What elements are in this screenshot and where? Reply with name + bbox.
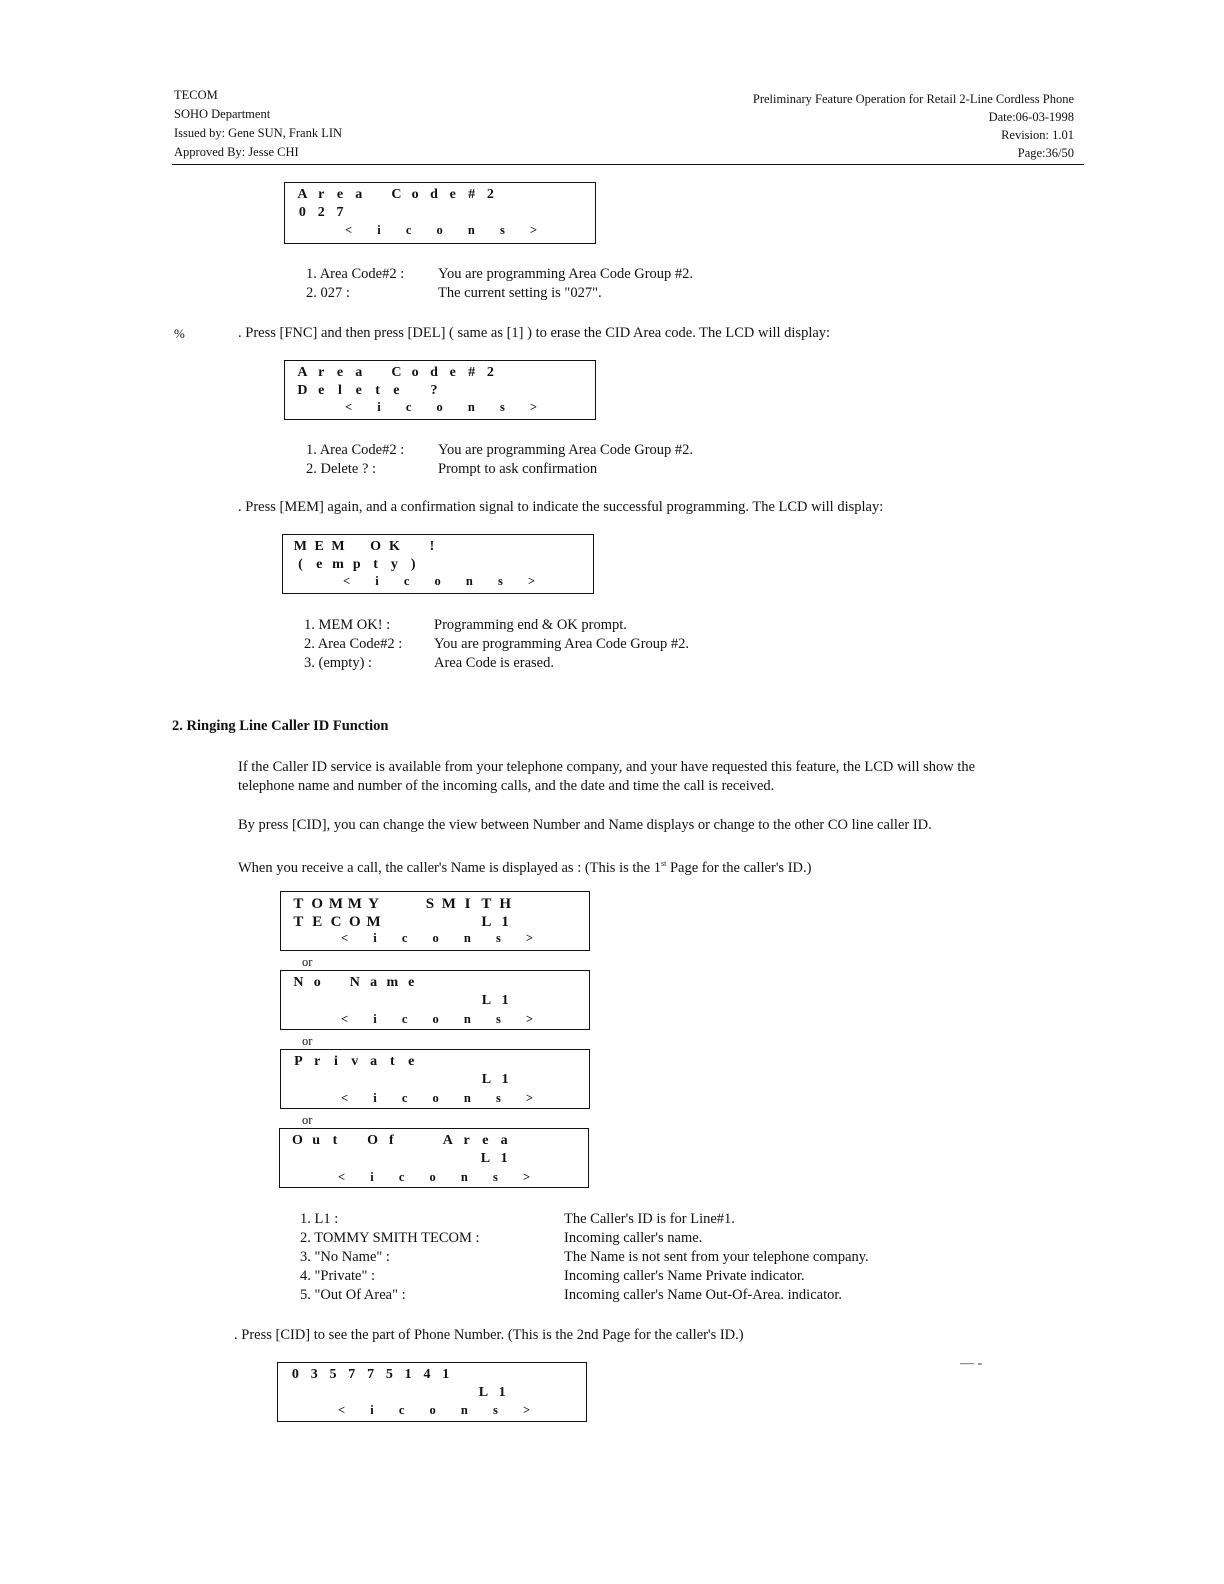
lcd-row-2	[289, 992, 515, 1010]
lcd-private	[280, 1049, 590, 1109]
lcd-delete-prompt	[284, 360, 596, 420]
lcd-row-2	[289, 1071, 515, 1089]
lcd-caller-name	[280, 891, 590, 951]
lcd-icons-label: < i c o n s >	[341, 1091, 545, 1105]
lcd-char: l	[338, 383, 342, 398]
definition-text: Programming end & OK prompt.	[434, 617, 627, 633]
lcd-row-2	[288, 1150, 514, 1168]
lcd-char	[439, 992, 458, 1010]
lcd-char: o	[313, 975, 321, 990]
lcd-char: r	[314, 1054, 321, 1069]
lcd-char: O	[370, 539, 382, 554]
lcd-char	[364, 1071, 383, 1089]
header-rule	[172, 164, 1084, 165]
para-cid-name-a: When you receive a call, the caller's Name is displayed as : (This is the 1	[238, 859, 661, 876]
lcd-char: M	[366, 914, 381, 930]
lcd-icons-label: < i c o n s >	[345, 223, 549, 237]
or-label: or	[302, 955, 313, 969]
lcd-icons-label: < i c o n s >	[341, 931, 545, 945]
para-cid-name-b: Page for the caller's ID.)	[666, 859, 812, 876]
margin-mark: %	[174, 326, 185, 341]
lcd-char: f	[389, 1133, 394, 1148]
lcd-char	[404, 538, 423, 556]
definition-text: The Name is not sent from your telephone company.	[564, 1249, 869, 1265]
lcd-char: L	[481, 914, 492, 930]
lcd-char: r	[318, 187, 325, 202]
lcd-char	[361, 1384, 380, 1402]
lcd-char: M	[441, 896, 456, 912]
lcd-char	[458, 913, 477, 931]
lcd-char	[418, 1384, 437, 1402]
definition-text: The current setting is "027".	[438, 285, 602, 301]
lcd-char: t	[375, 383, 380, 398]
lcd-char: M	[331, 539, 345, 554]
lcd-char: T	[481, 896, 492, 912]
lcd-char: )	[410, 557, 416, 572]
lcd-char: A	[297, 187, 308, 202]
lcd-char	[326, 1150, 345, 1168]
lcd-char	[458, 1071, 477, 1089]
lcd-char	[383, 913, 402, 931]
para-press-del: . Press [FNC] and then press [DEL] ( same as [1] ) to erase the CID Area code. The LCD will display:	[238, 325, 831, 341]
lcd-char: 2	[486, 187, 494, 202]
lcd-char: 5	[385, 1367, 393, 1382]
lcd-char	[286, 1384, 305, 1402]
lcd-row-1	[293, 364, 500, 382]
para-cid-intro-2: telephone name and number of the incoming calls, and the date and time the call is received.	[238, 778, 775, 794]
lcd-char: M	[328, 896, 344, 912]
lcd-char: L	[478, 1385, 489, 1400]
definition-term: 1. Area Code#2 :	[306, 266, 405, 282]
definition-term: 2. Delete ? :	[306, 461, 377, 477]
lcd-char: M	[347, 896, 362, 912]
lcd-char: 0	[298, 205, 306, 220]
lcd-char	[288, 1150, 307, 1168]
lcd-char	[289, 1071, 308, 1089]
lcd-icons-label: < i c o n s >	[341, 1012, 545, 1026]
lcd-char: e	[408, 975, 415, 990]
lcd-char: 7	[336, 205, 344, 220]
lcd-char	[455, 1384, 474, 1402]
lcd-char	[344, 1150, 363, 1168]
lcd-char	[347, 538, 366, 556]
para-press-mem: . Press [MEM] again, and a confirmation signal to indicate the successful programming. The LCD will display:	[238, 499, 884, 515]
lcd-char: I	[464, 896, 471, 912]
lcd-char: N	[293, 975, 304, 990]
lcd-char: o	[411, 187, 419, 202]
lcd-char: e	[449, 187, 456, 202]
doc-date: Date:06-03-1998	[988, 110, 1074, 124]
company-name: TECOM	[174, 88, 218, 102]
lcd-char: T	[293, 914, 304, 930]
lcd-char: E	[312, 914, 323, 930]
definition-term: 5. "Out Of Area" :	[300, 1287, 406, 1303]
lcd-icons-label: < i c o n s >	[338, 1170, 542, 1184]
lcd-row-1	[289, 974, 421, 992]
lcd-row-2	[286, 1384, 512, 1402]
lcd-char: e	[336, 187, 344, 202]
lcd-char: 1	[501, 1072, 509, 1087]
lcd-char	[383, 1071, 402, 1089]
lcd-char: d	[430, 187, 438, 202]
lcd-char	[401, 1150, 420, 1168]
definition-text: You are programming Area Code Group #2.	[434, 636, 690, 652]
lcd-char: e	[408, 1054, 415, 1069]
definition-text: Incoming caller's Name Private indicator.	[564, 1268, 805, 1284]
section-title: 2. Ringing Line Caller ID Function	[172, 718, 389, 734]
lcd-char: 7	[348, 1367, 356, 1382]
lcd-char	[307, 1150, 326, 1168]
or-label: or	[302, 1113, 313, 1127]
lcd-char: #	[468, 187, 476, 202]
definition-term: 4. "Private" :	[300, 1268, 376, 1284]
approved-by: Approved By: Jesse CHI	[174, 145, 299, 159]
lcd-icons-label: < i c o n s >	[343, 574, 547, 588]
lcd-char: a	[355, 187, 363, 202]
lcd-row-1	[286, 1366, 455, 1384]
lcd-char	[399, 1384, 418, 1402]
lcd-char: L	[481, 993, 492, 1008]
lcd-char	[305, 1384, 324, 1402]
lcd-char	[383, 895, 402, 913]
definition-term: 3. (empty) :	[304, 655, 373, 671]
lcd-char	[345, 992, 364, 1010]
doc-revision: Revision: 1.01	[1001, 128, 1074, 142]
para-cid-press: By press [CID], you can change the view between Number and Name displays or change to the other CO line caller ID.	[238, 817, 932, 833]
lcd-char: M	[293, 539, 307, 554]
lcd-char: E	[314, 539, 324, 554]
or-label: or	[302, 1034, 313, 1048]
scan-dash: — -	[960, 1356, 983, 1371]
lcd-char	[368, 364, 387, 382]
lcd-row-1	[288, 1132, 514, 1150]
definition-text: You are programming Area Code Group #2.	[438, 266, 694, 282]
lcd-out-of-area	[279, 1128, 589, 1188]
lcd-row-1	[289, 895, 515, 913]
lcd-char	[402, 992, 421, 1010]
doc-title: Preliminary Feature Operation for Retail 2-Line Cordless Phone	[752, 92, 1074, 106]
lcd-char: 0	[291, 1367, 299, 1382]
definition-term: 2. 027 :	[306, 285, 350, 301]
lcd-char	[438, 1150, 457, 1168]
lcd-char: t	[373, 557, 378, 572]
definition-term: 1. MEM OK! :	[304, 617, 391, 633]
lcd-char: C	[391, 187, 402, 202]
para-cid-number: . Press [CID] to see the part of Phone Number. (This is the 2nd Page for the caller's ID.)	[234, 1327, 744, 1343]
lcd-char	[363, 1150, 382, 1168]
lcd-char: L	[480, 1151, 491, 1166]
lcd-char: O	[311, 896, 324, 912]
lcd-no-name	[280, 970, 590, 1030]
lcd-mem-ok	[282, 534, 594, 594]
lcd-char: a	[370, 1054, 378, 1069]
lcd-char: (	[298, 557, 303, 572]
lcd-char: N	[349, 975, 360, 990]
lcd-char: e	[355, 383, 362, 398]
lcd-char	[327, 974, 346, 992]
lcd-char	[368, 186, 387, 204]
header-left	[174, 86, 342, 162]
lcd-row-2	[291, 556, 423, 574]
lcd-char: i	[334, 1054, 338, 1069]
lcd-char	[324, 1384, 343, 1402]
lcd-char: p	[352, 557, 361, 572]
lcd-char: O	[367, 1133, 379, 1148]
lcd-char: A	[442, 1133, 453, 1148]
lcd-char	[308, 1071, 327, 1089]
lcd-char: C	[330, 914, 342, 930]
issued-by: Issued by: Gene SUN, Frank LIN	[174, 126, 343, 140]
lcd-char	[420, 1150, 439, 1168]
lcd-char: 5	[329, 1367, 337, 1382]
lcd-char: e	[393, 383, 400, 398]
lcd-char	[439, 1071, 458, 1089]
lcd-char: 7	[367, 1367, 375, 1382]
lcd-row-1	[291, 538, 441, 556]
lcd-char	[327, 992, 346, 1010]
lcd-char: m	[386, 975, 399, 990]
lcd-char: 2	[317, 205, 325, 220]
definition-text: The Caller's ID is for Line#1.	[564, 1211, 735, 1227]
header-right	[753, 90, 1074, 162]
lcd-char: t	[332, 1133, 338, 1148]
para-cid-name	[238, 854, 811, 878]
lcd-char: L	[481, 1072, 492, 1087]
lcd-char: #	[468, 365, 476, 380]
lcd-char	[458, 992, 477, 1010]
para-cid-name-sup: st	[660, 859, 667, 868]
lcd-row-2	[293, 382, 443, 400]
lcd-char: A	[297, 365, 308, 380]
lcd-phone-number	[277, 1362, 587, 1422]
lcd-char	[364, 992, 383, 1010]
lcd-row-2	[289, 913, 515, 931]
lcd-char: a	[370, 975, 378, 990]
lcd-area-code	[284, 182, 596, 244]
lcd-char: Y	[368, 896, 379, 912]
lcd-char	[402, 895, 421, 913]
lcd-char: 1	[500, 1151, 508, 1166]
lcd-char: e	[482, 1133, 489, 1148]
lcd-char	[402, 1071, 421, 1089]
lcd-char: !	[429, 539, 435, 554]
lcd-char: T	[293, 896, 304, 912]
lcd-char	[382, 1150, 401, 1168]
definition-text: Prompt to ask confirmation	[438, 461, 598, 477]
lcd-row-2	[293, 204, 349, 222]
lcd-char: m	[332, 557, 344, 572]
lcd-char	[421, 913, 440, 931]
lcd-char: 1	[442, 1367, 450, 1382]
lcd-char	[342, 1384, 361, 1402]
definition-text: You are programming Area Code Group #2.	[438, 442, 694, 458]
lcd-char	[327, 1071, 346, 1089]
lcd-char: 1	[498, 1385, 506, 1400]
lcd-char	[439, 913, 458, 931]
lcd-char: 2	[486, 365, 494, 380]
lcd-char: d	[430, 365, 438, 380]
lcd-char	[383, 992, 402, 1010]
lcd-char	[421, 992, 440, 1010]
lcd-char: C	[391, 365, 402, 380]
lcd-char: P	[294, 1054, 303, 1069]
lcd-char	[402, 913, 421, 931]
lcd-char: t	[390, 1054, 395, 1069]
lcd-char: 4	[423, 1367, 431, 1382]
definition-term: 2. Area Code#2 :	[304, 636, 403, 652]
lcd-char: H	[499, 896, 511, 912]
para-cid-intro: If the Caller ID service is available from your telephone company, and your have requested this feature, the LCD will show the	[238, 759, 976, 775]
lcd-char: o	[411, 365, 419, 380]
lcd-char: O	[291, 1133, 303, 1148]
lcd-char	[420, 1132, 439, 1150]
lcd-char: O	[348, 914, 361, 930]
lcd-char: e	[316, 557, 323, 572]
lcd-char: 1	[501, 914, 509, 930]
lcd-char	[421, 1071, 440, 1089]
lcd-char	[406, 382, 425, 400]
lcd-char: a	[355, 365, 363, 380]
lcd-char: u	[312, 1133, 321, 1148]
lcd-char: K	[388, 539, 400, 554]
lcd-char: 3	[310, 1367, 318, 1382]
lcd-char	[344, 1132, 363, 1150]
lcd-char: v	[351, 1054, 359, 1069]
lcd-char: r	[463, 1133, 470, 1148]
lcd-char: e	[336, 365, 344, 380]
lcd-char	[457, 1150, 476, 1168]
lcd-char: ?	[430, 383, 438, 398]
doc-page: Page:36/50	[1017, 146, 1074, 160]
lcd-icons-label: < i c o n s >	[338, 1403, 542, 1417]
lcd-row-1	[289, 1053, 421, 1071]
lcd-char	[308, 992, 327, 1010]
lcd-char: 1	[501, 993, 509, 1008]
lcd-char: y	[390, 557, 398, 572]
lcd-char: r	[318, 365, 325, 380]
definition-term: 1. L1 :	[300, 1211, 339, 1227]
lcd-icons-label: < i c o n s >	[345, 400, 549, 414]
lcd-row-1	[293, 186, 500, 204]
lcd-char: S	[425, 896, 435, 912]
lcd-char: e	[318, 383, 325, 398]
definition-term: 3. "No Name" :	[300, 1249, 390, 1265]
definition-text: Incoming caller's name.	[564, 1230, 703, 1246]
lcd-char	[289, 992, 308, 1010]
lcd-char: a	[500, 1133, 508, 1148]
lcd-char: D	[297, 383, 308, 398]
department: SOHO Department	[174, 107, 271, 121]
definition-text: Incoming caller's Name Out-Of-Area. indicator.	[564, 1287, 843, 1303]
definition-term: 1. Area Code#2 :	[306, 442, 405, 458]
lcd-char	[436, 1384, 455, 1402]
definition-term: 2. TOMMY SMITH TECOM :	[300, 1230, 480, 1246]
definition-text: Area Code is erased.	[434, 655, 554, 671]
lcd-char: e	[449, 365, 456, 380]
lcd-char: 1	[404, 1367, 412, 1382]
lcd-char	[401, 1132, 420, 1150]
lcd-char	[380, 1384, 399, 1402]
lcd-char	[345, 1071, 364, 1089]
